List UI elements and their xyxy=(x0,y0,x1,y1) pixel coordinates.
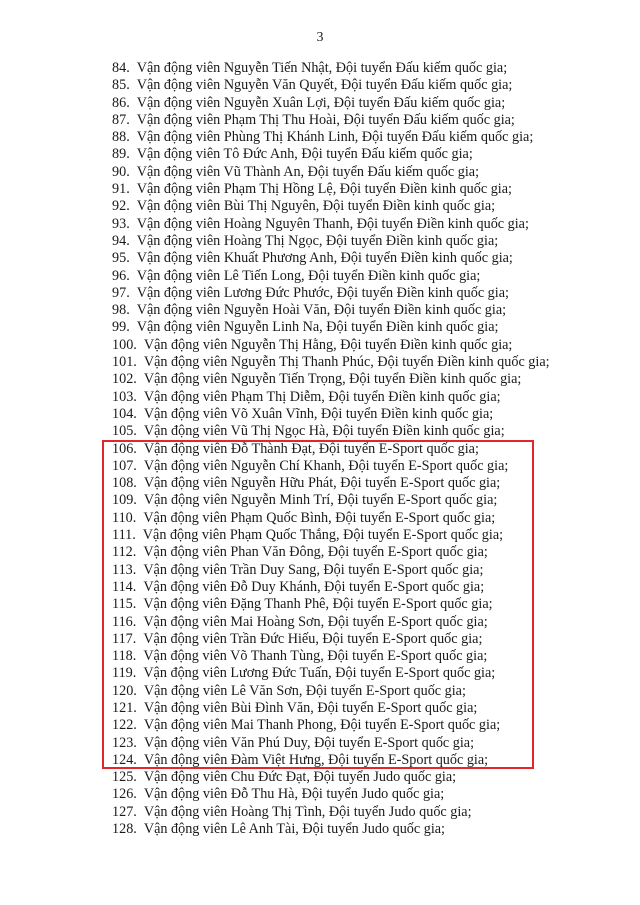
list-item-number: 102. xyxy=(112,371,137,388)
list-item-number: 105. xyxy=(112,423,137,440)
list-item-number: 87. xyxy=(112,111,130,128)
list-item-text: Vận động viên Lương Đức Tuấn, Đội tuyển E-Sport quốc gia; xyxy=(143,665,496,682)
list-item xyxy=(112,302,550,319)
list-item xyxy=(112,337,550,354)
list-item-number: 103. xyxy=(112,388,137,405)
list-item-text: Vận động viên Tô Đức Anh, Đội tuyển Đấu kiếm quốc gia; xyxy=(136,146,473,163)
list-item xyxy=(112,492,550,509)
list-item-text: Vận động viên Mai Thanh Phong, Đội tuyển E-Sport quốc gia; xyxy=(143,717,501,734)
list-item-number: 88. xyxy=(112,129,130,146)
list-item-text: Vận động viên Trần Duy Sang, Đội tuyển E-Sport quốc gia; xyxy=(143,561,484,578)
page-number: 3 xyxy=(316,30,324,45)
list-item-text: Vận động viên Võ Thanh Tùng, Đội tuyển E-Sport quốc gia; xyxy=(143,648,488,665)
list-item-number: 95. xyxy=(112,250,130,267)
list-item-text: Vận động viên Nguyễn Minh Trí, Đội tuyển E-Sport quốc gia; xyxy=(143,492,498,509)
list-item xyxy=(112,60,550,77)
list-item xyxy=(112,112,550,129)
list-item-number: 100. xyxy=(112,336,137,353)
list-item-text: Vận động viên Bùi Thị Nguyên, Đội tuyển Điền kinh quốc gia; xyxy=(136,198,496,215)
list-item-text: Vận động viên Nguyễn Linh Na, Đội tuyển Điền kinh quốc gia; xyxy=(136,319,499,336)
list-item xyxy=(112,389,550,406)
list-item-number: 110. xyxy=(112,509,137,526)
list-item-number: 84. xyxy=(112,60,130,76)
list-item-text: Vận động viên Bùi Đình Văn, Đội tuyển E-Sport quốc gia; xyxy=(143,699,478,716)
list-item xyxy=(112,752,550,769)
list-item-text: Vận động viên Phan Văn Đông, Đội tuyển E-Sport quốc gia; xyxy=(143,544,488,561)
list-item xyxy=(112,579,550,596)
list-item xyxy=(112,562,550,579)
list-item-text: Vận động viên Vũ Thị Ngọc Hà, Đội tuyển Điền kinh quốc gia; xyxy=(143,423,505,440)
athlete-list xyxy=(112,60,550,838)
list-item-text: Vận động viên Đỗ Thu Hà, Đội tuyển Judo quốc gia; xyxy=(143,786,445,803)
list-item xyxy=(112,700,550,717)
list-item-text: Vận động viên Nguyễn Hữu Phát, Đội tuyển E-Sport quốc gia; xyxy=(143,475,501,492)
list-item xyxy=(112,821,550,838)
list-item-text: Vận động viên Phạm Thị Diễm, Đội tuyển Điền kinh quốc gia; xyxy=(143,388,501,405)
list-item-number: 91. xyxy=(112,181,130,198)
list-item-number: 89. xyxy=(112,146,130,163)
list-item-text: Vận động viên Đàm Việt Hưng, Đội tuyển E-Sport quốc gia; xyxy=(143,751,489,768)
list-item xyxy=(112,181,550,198)
list-item-number: 111. xyxy=(112,527,136,544)
list-item-number: 94. xyxy=(112,232,130,249)
list-item-text: Vận động viên Phùng Thị Khánh Linh, Đội tuyển Đấu kiếm quốc gia; xyxy=(136,129,534,146)
list-item-text: Vận động viên Lương Đức Phước, Đội tuyển Điền kinh quốc gia; xyxy=(136,284,509,301)
list-item-text: Vận động viên Nguyễn Tiến Nhật, Đội tuyển Đấu kiếm quốc gia; xyxy=(136,60,508,76)
list-item xyxy=(112,129,550,146)
list-item xyxy=(112,354,550,371)
list-item-number: 106. xyxy=(112,440,137,457)
list-item-number: 97. xyxy=(112,284,130,301)
list-item xyxy=(112,423,550,440)
list-item xyxy=(112,769,550,786)
list-item-number: 99. xyxy=(112,319,130,336)
list-item-text: Vận động viên Phạm Thị Thu Hoài, Đội tuyển Đấu kiếm quốc gia; xyxy=(136,111,515,128)
list-item-text: Vận động viên Nguyễn Xuân Lợi, Đội tuyển Đấu kiếm quốc gia; xyxy=(136,94,506,111)
list-item-text: Vận động viên Phạm Quốc Thắng, Đội tuyển E-Sport quốc gia; xyxy=(142,527,504,544)
list-item xyxy=(112,648,550,665)
list-item-number: 113. xyxy=(112,561,137,578)
list-item xyxy=(112,804,550,821)
list-item-number: 85. xyxy=(112,77,130,94)
list-item xyxy=(112,406,550,423)
list-item-number: 90. xyxy=(112,163,130,180)
list-item-number: 118. xyxy=(112,648,137,665)
list-item-text: Vận động viên Hoàng Thị Tình, Đội tuyển Judo quốc gia; xyxy=(143,803,472,820)
list-item-number: 114. xyxy=(112,578,137,595)
list-item-text: Vận động viên Nguyễn Chí Khanh, Đội tuyển E-Sport quốc gia; xyxy=(143,457,509,474)
list-item xyxy=(112,233,550,250)
list-item-number: 108. xyxy=(112,475,137,492)
list-item-number: 121. xyxy=(112,699,137,716)
list-item xyxy=(112,631,550,648)
list-item-number: 92. xyxy=(112,198,130,215)
list-item xyxy=(112,683,550,700)
list-item-text: Vận động viên Hoàng Thị Ngọc, Đội tuyển Điền kinh quốc gia; xyxy=(136,232,499,249)
list-item-text: Vận động viên Lê Văn Sơn, Đội tuyển E-Sport quốc gia; xyxy=(143,682,466,699)
list-item-number: 125. xyxy=(112,769,137,786)
list-item-number: 112. xyxy=(112,544,137,561)
list-item-number: 122. xyxy=(112,717,137,734)
list-item-text: Vận động viên Hoàng Nguyên Thanh, Đội tuyển Điền kinh quốc gia; xyxy=(136,215,529,232)
list-item-text: Vận động viên Phạm Thị Hồng Lệ, Đội tuyển Điền kinh quốc gia; xyxy=(136,181,512,198)
list-item xyxy=(112,285,550,302)
list-item-text: Vận động viên Văn Phú Duy, Đội tuyển E-Sport quốc gia; xyxy=(143,734,475,751)
list-item-text: Vận động viên Khuất Phương Anh, Đội tuyển Điền kinh quốc gia; xyxy=(136,250,513,267)
list-item xyxy=(112,164,550,181)
list-item xyxy=(112,371,550,388)
list-item-number: 96. xyxy=(112,267,130,284)
list-item-text: Vận động viên Võ Xuân Vĩnh, Đội tuyển Điền kinh quốc gia; xyxy=(143,405,494,422)
list-item xyxy=(112,268,550,285)
list-item xyxy=(112,458,550,475)
list-item xyxy=(112,146,550,163)
list-item-text: Vận động viên Chu Đức Đạt, Đội tuyển Judo quốc gia; xyxy=(143,769,457,786)
list-item-number: 124. xyxy=(112,751,137,768)
list-item-text: Vận động viên Lê Tiến Long, Đội tuyển Điền kinh quốc gia; xyxy=(136,267,481,284)
list-item-text: Vận động viên Nguyễn Thị Thanh Phúc, Đội tuyển Điền kinh quốc gia; xyxy=(143,354,550,371)
list-item-text: Vận động viên Mai Hoàng Sơn, Đội tuyển E-Sport quốc gia; xyxy=(143,613,488,630)
list-item xyxy=(112,216,550,233)
list-item xyxy=(112,198,550,215)
list-item xyxy=(112,510,550,527)
list-item-number: 117. xyxy=(112,630,137,647)
list-item xyxy=(112,441,550,458)
list-item-text: Vận động viên Nguyễn Tiến Trọng, Đội tuyển Điền kinh quốc gia; xyxy=(143,371,522,388)
list-item-text: Vận động viên Lê Anh Tài, Đội tuyển Judo quốc gia; xyxy=(143,821,445,838)
list-item-number: 109. xyxy=(112,492,137,509)
list-item-number: 123. xyxy=(112,734,137,751)
list-item xyxy=(112,544,550,561)
list-item-number: 107. xyxy=(112,457,137,474)
list-item xyxy=(112,717,550,734)
list-item xyxy=(112,77,550,94)
list-item-text: Vận động viên Nguyễn Hoài Văn, Đội tuyển Điền kinh quốc gia; xyxy=(136,302,507,319)
list-item-number: 98. xyxy=(112,302,130,319)
list-item-number: 120. xyxy=(112,682,137,699)
list-item xyxy=(112,527,550,544)
list-item-number: 116. xyxy=(112,613,137,630)
list-item-number: 93. xyxy=(112,215,130,232)
list-item-number: 128. xyxy=(112,821,137,838)
list-item-number: 104. xyxy=(112,405,137,422)
list-item-text: Vận động viên Vũ Thành An, Đội tuyển Đấu kiếm quốc gia; xyxy=(136,163,480,180)
list-item xyxy=(112,614,550,631)
list-item-text: Vận động viên Đặng Thanh Phê, Đội tuyển E-Sport quốc gia; xyxy=(143,596,493,613)
list-item-number: 86. xyxy=(112,94,130,111)
list-item-text: Vận động viên Nguyễn Văn Quyết, Đội tuyển Đấu kiếm quốc gia; xyxy=(136,77,513,94)
list-item-number: 115. xyxy=(112,596,137,613)
list-item-text: Vận động viên Phạm Quốc Bình, Đội tuyển E-Sport quốc gia; xyxy=(143,509,496,526)
list-item xyxy=(112,319,550,336)
list-item xyxy=(112,665,550,682)
list-item-number: 127. xyxy=(112,803,137,820)
list-item-text: Vận động viên Nguyễn Thị Hằng, Đội tuyển Điền kinh quốc gia; xyxy=(143,336,513,353)
list-item-number: 126. xyxy=(112,786,137,803)
list-item xyxy=(112,786,550,803)
list-item-text: Vận động viên Đỗ Thành Đạt, Đội tuyển E-Sport quốc gia; xyxy=(143,440,479,457)
list-item xyxy=(112,735,550,752)
list-item xyxy=(112,250,550,267)
list-item xyxy=(112,596,550,613)
list-item-text: Vận động viên Đỗ Duy Khánh, Đội tuyển E-Sport quốc gia; xyxy=(143,578,485,595)
list-item xyxy=(112,475,550,492)
list-item xyxy=(112,95,550,112)
list-item-number: 101. xyxy=(112,354,137,371)
list-item-text: Vận động viên Trần Đức Hiếu, Đội tuyển E-Sport quốc gia; xyxy=(143,630,483,647)
list-item-number: 119. xyxy=(112,665,137,682)
